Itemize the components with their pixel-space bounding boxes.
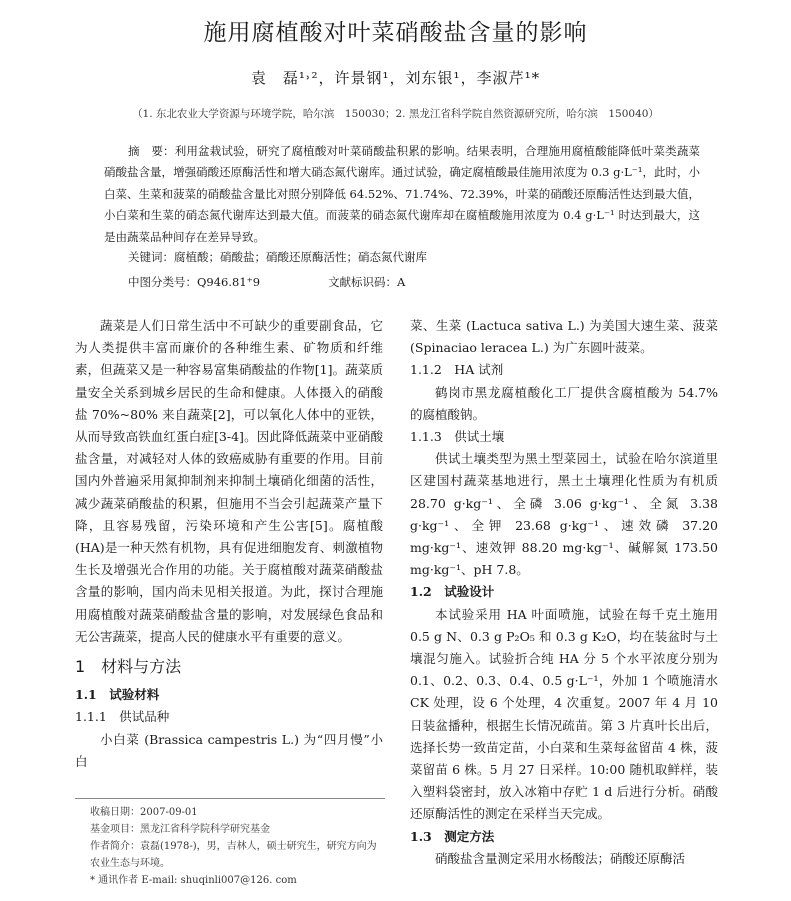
right-column	[410, 315, 718, 870]
footnote-contact: * 通讯作者 E-mail: shuqinli007@126. com	[90, 875, 297, 886]
keywords: 关键词：腐植酸；硝酸盐；硝酸还原酶活性；硝态氮代谢库	[128, 250, 427, 264]
left-column	[75, 315, 383, 773]
footnotes	[75, 798, 385, 889]
section-heading-1: 1 材料与方法	[75, 657, 182, 677]
abstract	[104, 141, 700, 248]
author-list: 袁 磊¹˒²，许景钢¹，刘东银¹，李淑芹¹*	[250, 69, 541, 87]
paragraph-1-1-1-cont: 菜、生菜 (Lactuca sativa L.) 为美国大速生菜、菠菜 (Spinaciao leracea L.) 为广东圆叶菠菜。	[410, 318, 718, 356]
paragraph-1-2: 本试验采用 HA 叶面喷施，试验在每千克土施用 0.5 g N、0.3 g P₂O₅ 和 0.3 g K₂O，均在装盆时与土壤混匀施入。试验折合纯 HA 分 5 个水平浓度分别为 0.1、0.2、0.3、0.4、0.5 g·L⁻¹，外加 1 个喷施清水 CK 处理，设 6 个处理，4 次重复。2007 年 4 月 10 日装盆播种，根据生长情况疏苗。第 3 片真叶长出后，选择长势一致苗定苗，小白菜和生菜每盆留苗 4 株，菠菜留苗 6 株。5 月 27 日采样。10:00 随机取鲜样，装入塑料袋密封，放入冰箱中存贮 1 d 后进行分析。硝酸还原酶活性的测定在采样当天完成。	[410, 606, 718, 822]
section-heading-1-1-3: 1.1.3 供试土壤	[410, 429, 505, 445]
paragraph-1-1-3: 供试土壤类型为黑土型菜园土，试验在哈尔滨道里区建国村蔬菜基地进行，黑土土壤理化性质为有机质 28.70 g·kg⁻¹、全磷 3.06 g·kg⁻¹、全氮 3.38 g·kg⁻¹、全钾 23.68 g·kg⁻¹、速效磷 37.20 mg·kg⁻¹、速效钾 88.20 mg·kg⁻¹、碱解氮 173.50 mg·kg⁻¹、pH 7.8。	[410, 451, 718, 578]
classification-number: 中图分类号：Q946.81⁺9	[128, 275, 261, 289]
paper-title: 施用腐植酸对叶菜硝酸盐含量的影响	[203, 20, 588, 46]
classification-line	[128, 274, 708, 290]
footnote-fund: 基金项目：黑龙江省科学院科学研究基金	[90, 824, 270, 835]
paragraph-1-1-1: 小白菜 (Brassica campestris L.) 为“四月慢”小白	[75, 731, 383, 769]
section-heading-1-2: 1.2 试验设计	[410, 584, 495, 600]
paragraph-1-3: 硝酸盐含量测定采用水杨酸法；硝酸还原酶活	[435, 850, 686, 866]
abstract-text: 摘 要：利用盆栽试验，研究了腐植酸对叶菜硝酸盐积累的影响。结果表明，合理施用腐植酸能降低叶菜类蔬菜硝酸盐含量，增强硝酸还原酶活性和增大硝态氮代谢库。通过试验，确定腐植酸最佳施用浓度为 0.3 g·L⁻¹，此时，小白菜、生菜和菠菜的硝酸盐含量比对照分别降低 64.52%、71.74%、72.39%，叶菜的硝酸还原酶活性达到最大值，小白菜和生菜的硝态氮代谢库达到最大值。而菠菜的硝态氮代谢库却在腐植酸施用浓度为 0.4 g·L⁻¹ 时达到最大，这是由蔬菜品种间存在差异导致。	[104, 144, 700, 244]
footnote-received: 收稿日期：2007-09-01	[90, 807, 198, 818]
paragraph-1-1-2: 鹤岗市黑龙腐植酸化工厂提供含腐植酸为 54.7% 的腐植酸钠。	[410, 384, 718, 422]
section-heading-1-1-2: 1.1.2 HA 试剂	[410, 362, 504, 378]
section-heading-1-1-1: 1.1.1 供试品种	[75, 709, 170, 725]
intro-paragraph: 蔬菜是人们日常生活中不可缺少的重要副食品，它为人类提供丰富而廉价的各种维生素、矿物质和纤维素，但蔬菜又是一种容易富集硝酸盐的作物[1]。蔬菜质量安全关系到城乡居民的生命和健康。人体摄入的硝酸盐 70%~80% 来自蔬菜[2]，可以氧化人体中的亚铁，从而导致高铁血红蛋白症[3-4]。因此降低蔬菜中亚硝酸盐含量，对减轻对人体的致癌威胁有重要的作用。目前国内外普遍采用氮抑制剂来抑制土壤硝化细菌的活性，减少蔬菜硝酸盐的积累，但施用不当会引起蔬菜产量下降，且容易残留，污染环境和产生公害[5]。腐植酸(HA)是一种天然有机物，具有促进细胞发育、刺激植物生长及增强光合作用的功能。关于腐植酸对蔬菜硝酸盐含量的影响，国内尚未见相关报道。为此，探讨合理施用腐植酸对蔬菜硝酸盐含量的影响，对发展绿色食品和无公害蔬菜，提高人民的健康水平有重要的意义。	[75, 318, 383, 644]
footnote-bio: 作者简介：袁磊(1978-)，男，吉林人，硕士研究生，研究方向为农业生态与环境。	[90, 841, 377, 869]
affiliation: （1. 东北农业大学资源与环境学院，哈尔滨 150030；2. 黑龙江省科学院自然资源研究所，哈尔滨 150040）	[132, 108, 659, 120]
section-heading-1-3: 1.3 测定方法	[410, 828, 495, 844]
section-heading-1-1: 1.1 试验材料	[75, 687, 160, 703]
document-code: 文献标识码：A	[328, 275, 406, 289]
